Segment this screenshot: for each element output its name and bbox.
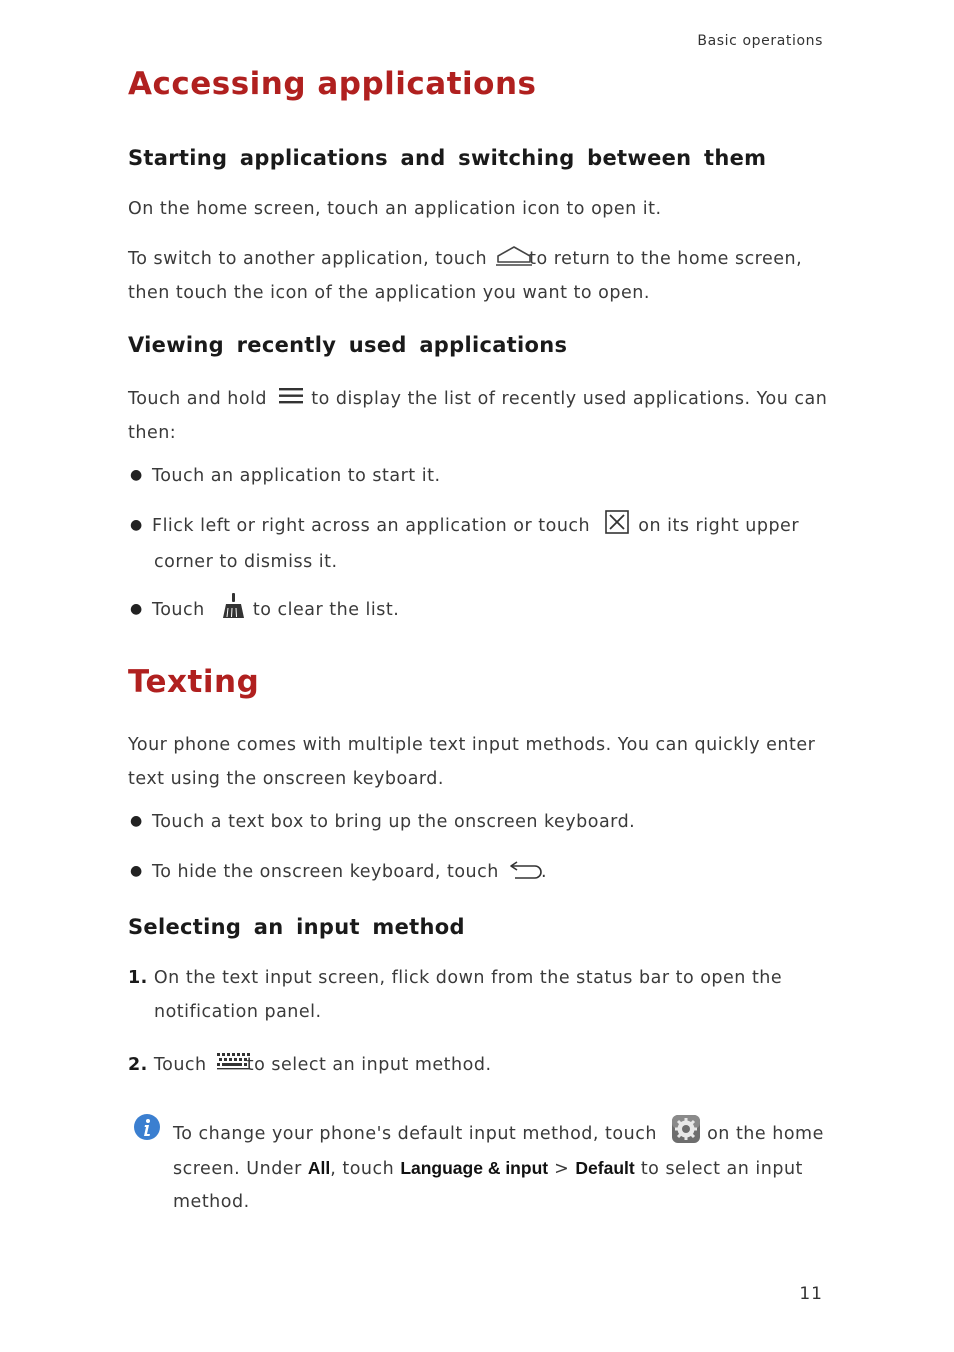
text-fragment: , touch xyxy=(330,1159,395,1179)
bold-all: All xyxy=(307,1158,331,1178)
step-number: 1. xyxy=(128,968,148,988)
text-fragment: Touch xyxy=(152,600,205,620)
text-fragment: to clear the list. xyxy=(252,600,400,620)
settings-icon xyxy=(671,1114,701,1144)
paragraph-texting-cont: text using the onscreen keyboard. xyxy=(128,769,444,789)
text-fragment: on the home xyxy=(707,1124,824,1144)
text-fragment: to display the list of recently used applications. You can xyxy=(311,389,828,409)
bullet-item xyxy=(130,516,800,536)
text-fragment: Touch and hold xyxy=(128,389,268,409)
bullet-item-cont: corner to dismiss it. xyxy=(154,552,338,572)
text-fragment: > xyxy=(554,1159,570,1179)
text-fragment: on its right upper xyxy=(638,516,800,536)
text-fragment: Touch xyxy=(153,1055,207,1075)
bold-default: Default xyxy=(575,1158,635,1178)
bullet-icon: ● xyxy=(130,863,143,879)
text-fragment: to select an input method. xyxy=(246,1055,492,1075)
page-number: 11 xyxy=(799,1284,823,1304)
subheading-input-method: Selecting an input method xyxy=(128,915,465,939)
paragraph-open-app: On the home screen, touch an application icon to open it. xyxy=(128,199,662,219)
bullet-icon: ● xyxy=(130,517,143,533)
bullet-item xyxy=(130,862,548,882)
note-line-3: method. xyxy=(173,1192,250,1212)
text-fragment: On the text input screen, flick down from the status bar to open the xyxy=(153,968,783,988)
subheading-starting-applications: Starting applications and switching between them xyxy=(128,146,767,170)
back-icon xyxy=(507,858,548,882)
heading-texting: Texting xyxy=(128,664,260,700)
paragraph-switch-app-cont: then touch the icon of the application you want to open. xyxy=(128,283,650,303)
text-fragment: To hide the onscreen keyboard, touch xyxy=(152,862,499,882)
text-fragment: screen. Under xyxy=(173,1159,302,1179)
subheading-recent-apps: Viewing recently used applications xyxy=(128,333,568,357)
info-icon xyxy=(133,1113,161,1141)
bold-language-input: Language & input xyxy=(400,1158,549,1178)
bullet-icon: ● xyxy=(130,813,143,829)
bullet-item xyxy=(130,600,400,620)
step-2 xyxy=(128,1055,492,1075)
step-number: 2. xyxy=(128,1055,148,1075)
paragraph-recent-cont: then: xyxy=(128,423,177,443)
text-fragment: To change your phone's default input method, touch xyxy=(173,1124,657,1144)
close-box-icon xyxy=(604,509,630,535)
broom-icon xyxy=(219,592,247,620)
step-1 xyxy=(128,968,782,988)
bullet-icon: ● xyxy=(130,467,143,483)
step-1-cont: notification panel. xyxy=(154,1002,322,1022)
text-fragment: . xyxy=(540,862,548,882)
text-fragment: Touch a text box to bring up the onscreen keyboard. xyxy=(152,812,636,832)
paragraph-texting: Your phone comes with multiple text input methods. You can quickly enter xyxy=(128,735,816,755)
text-fragment: to select an input xyxy=(640,1159,803,1179)
keyboard-icon xyxy=(215,1051,251,1071)
menu-icon xyxy=(277,386,305,406)
note-line-2 xyxy=(173,1158,803,1179)
bullet-item xyxy=(130,466,441,486)
paragraph-recent xyxy=(128,389,827,409)
paragraph-switch-app xyxy=(128,249,802,269)
bullet-item xyxy=(130,812,636,832)
text-fragment: Flick left or right across an application or touch xyxy=(152,516,591,536)
text-fragment: to return to the home screen, xyxy=(529,249,803,269)
home-icon xyxy=(495,245,533,267)
text-fragment: To switch to another application, touch xyxy=(128,249,488,269)
note-line-1 xyxy=(173,1124,824,1144)
text-fragment: Touch an application to start it. xyxy=(152,466,441,486)
running-header: Basic operations xyxy=(697,33,823,49)
bullet-icon: ● xyxy=(130,601,143,617)
heading-accessing-applications: Accessing applications xyxy=(128,66,537,102)
